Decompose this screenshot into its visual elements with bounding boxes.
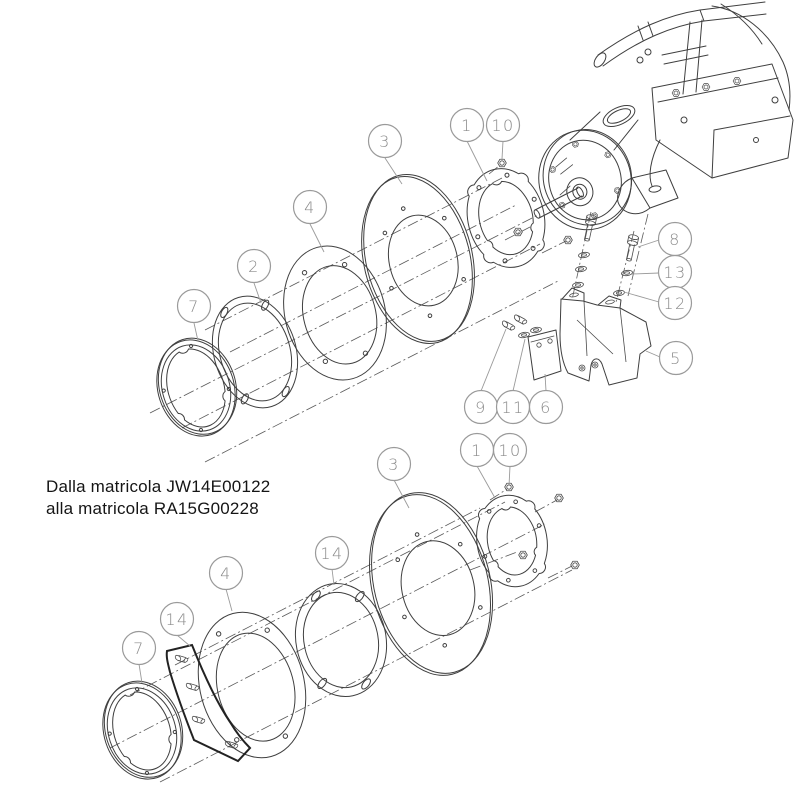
callout-bottom-14-ring: [316, 537, 349, 586]
callout-label: 14: [320, 544, 344, 563]
callout-label: 4: [220, 564, 232, 583]
callout-label: 7: [188, 297, 200, 316]
callout-label: 5: [670, 349, 682, 368]
callout-label: 2: [248, 257, 260, 276]
callout-label: 11: [501, 398, 525, 417]
callout-top-8: [638, 223, 692, 256]
part-bolts-8: [572, 214, 639, 296]
part-disc-3-top: [345, 163, 492, 356]
callout-bottom-4: [210, 557, 243, 612]
callout-label: 12: [663, 294, 687, 313]
serial-number-note: [46, 476, 270, 520]
callout-label: 10: [491, 116, 515, 135]
upper-assembly: [144, 2, 793, 462]
callout-label: 3: [388, 455, 400, 474]
callout-top-10: [487, 109, 520, 160]
callouts: [123, 109, 693, 684]
callout-bottom-14-blade: [161, 603, 194, 647]
callout-label: 13: [663, 263, 687, 282]
callout-label: 6: [540, 398, 552, 417]
part-gasket-2-top: [199, 286, 311, 419]
callout-bottom-10: [494, 434, 527, 487]
callout-top-4: [294, 191, 327, 253]
callout-top-1: [451, 109, 488, 182]
callout-top-12: [624, 287, 692, 320]
callout-top-3: [369, 125, 403, 185]
callout-bottom-7: [123, 632, 156, 684]
part-bracket-5: [560, 288, 651, 385]
callout-label: 1: [471, 441, 483, 460]
callout-label: 8: [669, 230, 681, 249]
part-plate-6: [528, 330, 561, 380]
lower-assembly: [90, 480, 579, 790]
serial-note-line-1: Dalla matricola JW14E00122: [46, 477, 271, 496]
machine-body: [570, 2, 793, 214]
callout-label: 3: [379, 132, 391, 151]
callout-label: 7: [133, 639, 145, 658]
callout-label: 10: [498, 441, 522, 460]
callout-label: 14: [165, 610, 189, 629]
callout-top-6: [530, 374, 563, 424]
part-ring-14: [285, 575, 397, 705]
part-ring-4-top: [269, 234, 401, 391]
part-flange-1-bottom: [470, 483, 580, 592]
callout-bottom-3: [378, 448, 411, 509]
callout-label: 4: [304, 198, 316, 217]
callout-bottom-1: [461, 434, 496, 499]
blade-bolts: [174, 652, 239, 751]
part-ring-7-top: [144, 328, 249, 446]
callout-top-7: [178, 290, 211, 342]
callout-top-5: [646, 342, 693, 375]
callout-label: 9: [475, 398, 487, 417]
callout-top-11: [497, 339, 530, 424]
serial-note-line-2: alla matricola RA15G00228: [46, 499, 259, 518]
callout-top-2: [238, 250, 271, 304]
part-flange-1-top: [457, 159, 572, 275]
callout-top-13: [632, 256, 692, 289]
callout-label: 1: [461, 116, 473, 135]
